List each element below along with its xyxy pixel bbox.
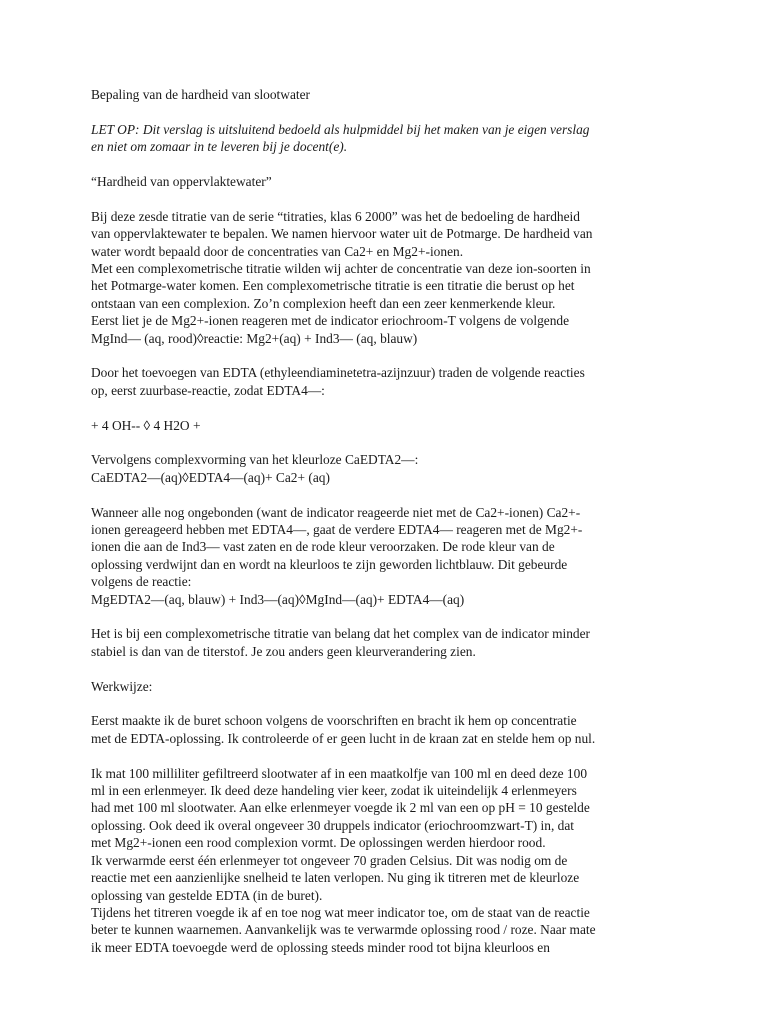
reaction-equation: + 4 OH-- ◊ 4 H2O + — [91, 417, 201, 433]
complex-formation-paragraph: Vervolgens complexvorming van het kleurloze CaEDTA2—: CaEDTA2—(aq)◊EDTA4—(aq)+ Ca2+ (aq) — [91, 452, 419, 485]
subtitle-paragraph: “Hardheid van oppervlaktewater” — [91, 174, 272, 189]
method-heading: Werkwijze: — [91, 678, 153, 694]
method-step-2-paragraph: Ik mat 100 milliliter gefiltreerd slootwater af in een maatkolfje van 100 ml en deed deze 100 ml in een erlenmeyer. Ik deed deze handeling vier keer, zodat ik uiteindelijk 4 erlenmeyers had met 100 ml slootwater. Aan elke erlenmeyer voegde ik 2 ml van een op pH = 10 gestelde oplossing. Ook deed ik overal ongeveer 30 druppels indicator (eriochroomzwart-T) in, dat met Mg2+-ionen een rood complexion vormt. De oplossingen werden hierdoor rood. Ik verwarmde eerst één erlenmeyer tot ongeveer 70 graden Celsius. Dit was nodig om de reactie met een aanzienlijke snelheid te laten verlopen. Nu ging ik titreren met de kleurloze oplossing van gestelde EDTA (in de buret). Tijdens het titreren voegde ik af en toe nog wat meer indicator toe, om de staat van de reactie beter te kunnen waarnemen. Aanvankelijk was te verwarmde oplossing rood / roze. Naar mate ik meer EDTA toevoegde werd de oplossing steeds minder rood tot bijna kleurloos en — [91, 765, 596, 955]
method-step-1-paragraph: Eerst maakte ik de buret schoon volgens de voorschriften en bracht ik hem op concentratie met de EDTA-oplossing. Ik controleerde of er geen lucht in de kraan zat en stelde hem op nul. — [91, 713, 596, 746]
intro-paragraph: Bij deze zesde titratie van de serie “titraties, klas 6 2000” was het de bedoeling de hardheid van oppervlaktewater te bepalen. We namen hiervoor water uit de Potmarge. De hardheid van water wordt bepaald door de concentraties van Ca2+ en Mg2+-ionen. Met een complexometrische titratie wilden wij achter de concentratie van deze ion-soorten in het Potmarge-water komen. Een complexometrische titratie is een titratie die berust op het ontstaan van een complexion. Zo’n complexion heeft dan een zeer kenmerkende kleur. Eerst liet je de Mg2+-ionen reageren met de indicator eriochroom-T volgens de volgende MgInd— (aq, rood)◊reactie: Mg2+(aq) + Ind3— (aq, blauw) — [91, 208, 593, 346]
document-title: Bepaling van de hardheid van slootwater — [91, 87, 311, 102]
document-body — [91, 86, 681, 974]
stability-note-paragraph: Het is bij een complexometrische titratie van belang dat het complex van de indicator minder stabiel is dan van de titerstof. Je zou anders geen kleurverandering zien. — [91, 626, 591, 659]
edta-intro-paragraph: Door het toevoegen van EDTA (ethyleendiaminetetra-azijnzuur) traden de volgende reacties op, eerst zuurbase-reactie, zodat EDTA4—: — [91, 365, 585, 398]
mg-reaction-paragraph: Wanneer alle nog ongebonden (want de indicator reageerde niet met de Ca2+-ionen) Ca2+- ionen gereageerd hebben met EDTA4—, gaat de verdere EDTA4— reageren met de Mg2+- ionen die aan de Ind3— vast zaten en de rode kleur veroorzaken. De rode kleur van de oplossing verdwijnt dan en wordt na kleurloos te zijn geworden lichtblauw. Dit gebeurde volgens de reactie: MgEDTA2—(aq, blauw) + Ind3—(aq)◊MgInd—(aq)+ EDTA4—(aq) — [91, 504, 583, 607]
notice-paragraph: LET OP: Dit verslag is uitsluitend bedoeld als hulpmiddel bij het maken van je eigen verslag en niet om zomaar in te leveren bij je docent(e). — [91, 121, 590, 155]
